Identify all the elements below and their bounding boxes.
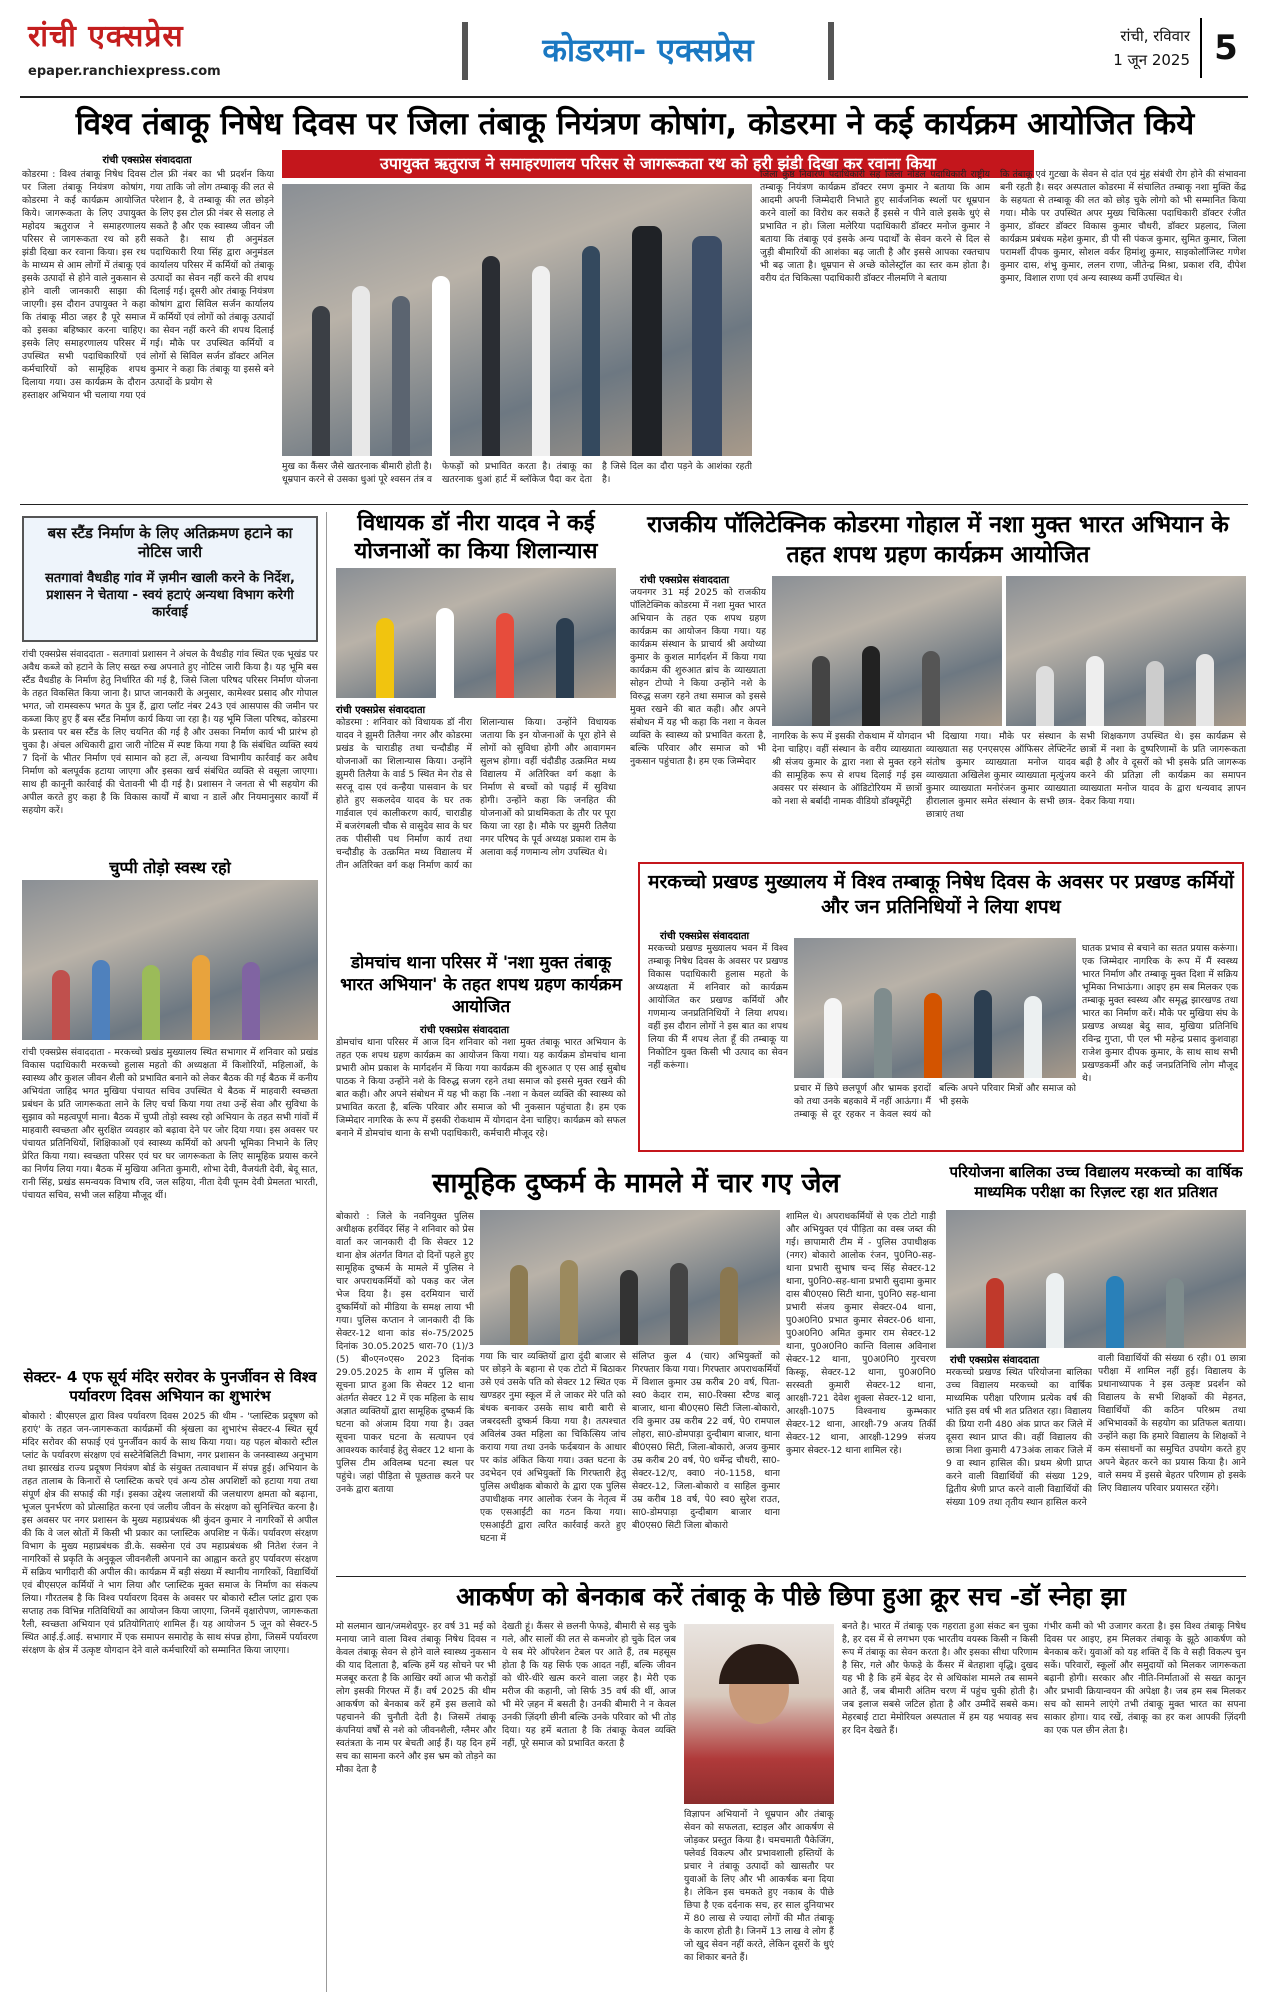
section-title: कोडरमा- एक्सप्रेस [462,22,834,80]
school-col-1: मरकच्चो प्रखण्ड स्थित परियोजना बालिका उच्च विद्यालय मरकच्चो का वार्षिक माध्यमिक परीक्षा परिणाम प्रत्येक वर्ष की भांति इस वर्ष भी शत प्रतिशत रहा। विद्यालय की प्रिया रानी 480 अंक प्राप्त कर जिले में दूसरा स्थान प्राप्त की। वहीं विद्यालय की छात्रा निशा कुमारी 473अंक लाकर जिले में 9 वा स्थान हासिल की। प्रथम श्रेणी प्राप्त करने वाली विद्यार्थियों की संख्या 129, द्वितीय श्रेणी प्राप्त करने वाली विद्यार्थियों की संख्या 109 तथा तृतीय स्थान हासिल करने [946,1367,1092,1508]
chuppi-headline: चुप्पी तोड़ो स्वस्थ रहो [109,858,231,877]
lead-col-1: कोडरमा : विश्व तंबाकू निषेध दिवस पर जिला तंबाकू नियंत्रण कोषांग, कोडरमा ने कई कार्यक्रम आयोजित किये। जागरूकता के लिए उपायुक्त महोदय ऋतुराज ने समाहरणालय परिसर से जागरूकता रथ को हरी झंडी दिखा कर रवाना किया। इस रथ के माध्यम से आम लोगों में तंबाकू एवं इसके उत्पादों से होने वाले नुकसान से होने वाली जानकारी साझा की जाएगी। इस दौरान उपायुक्त ने कहा कि तंबाकू मीठा जहर है पूरे समाज को इसका बहिष्कार करना चाहिए। इसके लिए समाहरणालय परिसर में उपस्थित सभी पदाधिकारियों एवं कर्मचारियों को सामूहिक शपथ दिलाया गया। उस कार्यक्रम के दौरान हस्ताक्षर अभियान भी चलाया गया एवं [22,169,146,401]
sector4-body: बोकारो : बीएसएल द्वारा विश्व पर्यावरण दिवस 2025 की थीम - 'प्लास्टिक प्रदूषण को हराएं' के तहत जन-जागरूकता कार्यक्रमों की श्रृंखला का शुभारंभ सेक्टर-4 स्थित सूर्य मंदिर सरोवर की सफाई एवं पुनर्जीवन कार्य के साथ किया गया। यह पहल बोकारो स्टील प्लांट के पर्यावरण संरक्षण एवं सस्टेनेबिलिटी विभाग, नगर प्रशासन के जनस्वास्थ्य अनुभाग तथा झारखंड राज्य प्रदूषण नियंत्रण बोर्ड के संयुक्त तत्वावधान में संपन्न हुई। अभियान के तहत तालाब के किनारों से प्लास्टिक कचरे एवं अन्य ठोस अपशिष्टों को हटाया गया तथा संपूर्ण क्षेत्र की सफाई की गई। इसका उद्देश्य जलाशयों की जलधारण क्षमता को बढ़ाना, भूजल पुनर्भरण को प्रोत्साहित करना एवं जलीय जीवन के संरक्षण को सुनिश्चित करना है। इस अवसर पर नगर प्रशासन के मुख्य महाप्रबंधक श्री कुंदन कुमार ने नागरिकों से अपील की कि वे जल स्रोतों में किसी भी प्रकार का प्लास्टिक अपशिष्ट न फेंकें। पर्यावरण संरक्षण विभाग के मुख्य महाप्रबंधक डी.के. सक्सेना एवं उप महाप्रबंधक श्री नितेश रंजन ने नागरिकों से प्रकृति के अनुकूल जीवनशैली अपनाने का आह्वान करते हुए पर्यावरण संरक्षण में सक्रिय भागीदारी की अपील की। कार्यक्रम में बड़ी संख्या में स्थानीय नागरिकों, विद्यार्थियों एवं बीएसएल कर्मियों ने भाग लिया और प्लास्टिक मुक्त समाज के निर्माण का संकल्प लिया। गौरतलब है कि विश्व पर्यावरण दिवस के अवसर पर बोकारो स्टील प्लांट द्वारा एक सप्ताह तक विभिन्न गतिविधियों का आयोजन किया जाएगा, जिनमें वृक्षारोपण, जागरूकता रैली, स्वच्छता अभियान एवं प्रतियोगिताएं शामिल हैं। यह आयोजन 5 जून को सेक्टर-5 स्थित आई.ई.आई. सभागार में एक समापन समारोह के साथ संपन्न होगा, जिसमें पर्यावरण संरक्षण के क्षेत्र में उत्कृष्ट योगदान देने वाले कर्मचारियों को सम्मानित किया जाएगा। [22,1411,318,1656]
dr-col-3: विज्ञापन अभियानों ने धूम्रपान और तंबाकू सेवन को सफलता, स्टाइल और आकर्षण से जोड़कर प्रस्तुत किया है। चमचमाती पैकेजिंग, फ्लेवर्ड विकल्प और प्रभावशाली हस्तियों के प्रचार ने तंबाकू उत्पादों को खासतौर पर युवाओं के लिए और भी आकर्षक बना दिया है। लेकिन इस चमकते हुए नकाब के पीछे छिपा है एक दर्दनाक सच, हर साल दुनियाभर में 80 लाख से ज्यादा लोगों की मौत तंबाकू के कारण होती है। जिनमें 13 लाख वे लोग हैं जो खुद सेवन नहीं करते, लेकिन दूसरों के धुएं का शिकार बनते हैं। [684,1809,834,1963]
bottom-rule [336,1576,1246,1577]
polytechnic-col-3: भी दिखाया गया। मौके पर संस्थान के व्याख्याता सह एनएसएस ऑफिसर लेफ्टिनेंट संतोष कुमार व्याख्याता मनोज यादव व्याख्याता अखिलेश कुमार व्याख्याता मृत्युंजय कुमार व्याख्याता मनोरंजन कुमार व्याख्याता हीरालाल कुमार समेत संस्थान के सभी छात्र-छात्राएं तथा [926,731,1076,820]
lead-rule [20,504,1248,505]
polytechnic-col-2: नागरिक के रूप में इसकी रोकथाम में योगदान देना चाहिए। वहीं संस्थान के वरीय व्याख्याता श्री संजय कुमार के द्वारा नशा से मुक्त रहने की सामूहिक रूप से शपथ दिलाई गई इस अवसर पर संस्थान के ऑडिटोरियम में छात्रों को नशा से बर्बादी नामक वीडियो डॉक्यूमेंट्री [772,731,922,807]
dr-headline: आकर्षण को बेनकाब करें तंबाकू के पीछे छिपा हुआ क्रूर सच -डॉ स्नेहा झा [456,1582,1126,1611]
polytechnic-photo-1 [772,576,1002,726]
markacho-byline: रांची एक्सप्रेस संवाददाता [660,931,750,942]
domchanch-body: डोमचांच थाना परिसर में आज दिन शनिवार को नशा मुक्त तंबाकू भारत अभियान के तहत एक शपथ ग्रहण कार्यक्रम का आयोजन किया गया। यह कार्यक्रम डोमचांच थाना प्रभारी ओम प्रकाश के मार्गदर्शन में किया गया कार्यक्रम की शुरुआत ए एस आई सुबोध पाठक ने किया उन्होंने नशे के विरुद्ध सजग रहने तथा समाज को इससे मुक्त रखने की बात कही। और अपने संबोधन में यह भी कहा कि -नशा न केवल व्यक्ति की स्वास्थ्य को प्रभावित करता है, बल्कि परिवार और समाज को भी नुकसान पहुंचाता है। हम एक जिम्मेदार नागरिक के रूप में इसकी रोकथाम में योगदान देना चाहिए। कार्यक्रम को सफल बनाने में डोमचांच थाना के सभी पदाधिकारी, कर्मचारी मौजूद रहे। [336,1037,626,1139]
notice-headline: बस स्टैंड निर्माण के लिए अतिक्रमण हटाने का नोटिस जारी [47,524,293,561]
notice-body: रांची एक्सप्रेस संवाददाता - सतगावां प्रशासन ने अंचल के वैधडीह गांव स्थित एक भूखंड पर अवैध कब्जे को हटाने के लिए सख्त रुख अपनाते हुए नोटिस जारी किया है। यह भूमि बस स्टैंड वैधडीह के निर्माण हेतु निर्धारित की गई है, जिसे जिला परिषद परिसर निर्माण योजना के तहत विकसित किया जाना है। प्राप्त जानकारी के अनुसार, कामेश्वर प्रसाद और गोपाल भगत, जो रामस्वरूप भगत के पुत्र हैं, द्वारा प्लॉट नंबर 243 एवं आसपास की जमीन पर कब्जा किए हुए हैं बस स्टैंड निर्माण कार्य किया जा रहा है। यह भूमि जिला परिषद, कोडरमा के प्रस्ताव पर बस स्टैंड के लिए चयनित की गई है और उसका निर्माण कार्य भी प्रारंभ हो चुका है। अंचल अधिकारी द्वारा जारी नोटिस में स्पष्ट किया गया है कि संबंधित व्यक्ति स्वयं 7 दिनों के भीतर निर्माण एवं सामान को हटा लें, अन्यथा विभागीय कार्रवाई कर अवैध निर्माण को बलपूर्वक हटाया जाएगा और इसका खर्च संबंधित व्यक्ति से वसूला जाएगा। साथ ही कानूनी कार्रवाई की चेतावनी भी दी गई है। प्रशासन ने जनता से भी सहयोग की अपील करते हुए कहा है कि विकास कार्यों में बाधा न डालें और नियमानुसार कार्यों में सहयोग करें। [22,649,318,816]
jail-col-3: संलिप्त कुल 4 (चार) अभियुक्तों को गिरफ्तार किया गया। गिरफ्तार अपराधकर्मियों में विशाल कुमार उम्र करीब 20 वर्ष, पिता- स्व0 केदार राम, सा0-रिक्सा स्टैण्ड बालू बाजार, थाना बी0एस0 सिटी जिला-बोकारो, रवि कुमार उम्र करीब 22 वर्ष, पे0 रामपाल लोहरा, सा0-डोमपाड़ा दुन्दीबाग बाजार, थाना बी0एस0 सिटी, जिला-बोकारो, अजय कुमार उम्र करीब 20 वर्ष, पे0 धर्मेन्द्र चौधरी, सा0-सेक्टर-12/ए, क्वा0 नं0-1158, थाना सेक्टर-12, जिला-बोकारो व साहिल कुमार उम्र करीब 18 वर्ष, पे0 स्व0 सुरेश राउत, सा0-डोमपाड़ा दुन्दीबाग बाजार थाना बी0एस0 सिटी जिला बोकारो [632,1351,780,1531]
polytechnic-byline: रांची एक्सप्रेस संवाददाता [640,575,730,586]
school-col-2: वाली विद्यार्थियों की संख्या 6 रही। 01 छात्रा परीक्षा में शामिल नहीं हुई। विद्यालय के प्रधानाध्यापक ने इस उत्कृष्ट प्रदर्शन को विद्यालय के सभी शिक्षकों की मेहनत, विद्यार्थियों की कठिन परिश्रम तथा अभिभावकों के सहयोग का प्रतिफल बताया। उन्होंने कहा कि हमारे विद्यालय के शिक्षकों ने कम संसाधनों का समुचित उपयोग करते हुए अपने बेहतर करने का प्रयास किया है। आने वाले समय में इससे बेहतर परिणाम हो इसके लिए विद्यालय परिवार प्रयासरत रहेंगे। [1098,1353,1246,1494]
masthead-rule [20,96,1248,98]
dateline [1070,24,1190,72]
masthead-logo: रांची एक्सप्रेस [28,19,184,54]
notice-deck: सतगावां वैधडीह गांव में ज़मीन खाली करने के निर्देश, प्रशासन ने चेताया - स्वयं हटाएं अन्यथा विभाग करेगी कार्रवाई [45,571,295,620]
lead-col-2: टोल फ्री नंबर का भी प्रदर्शन किया गया ताकि जो लोग तम्बाकू की लत से परेशान है, वे तम्बाकू की लत छोड़ने के लिए इस टोल फ्री नंबर से सलाह ले सकते है और एक स्वास्थ्य जीवन जी सकते है। साथ ही अनुमंडल पदाधिकारी रिया सिंह द्वारा अनुमंडल कार्यालय परिसर में कर्मियों को तंबाकू उत्पादों का सेवन नहीं करने की शपथ दिलाई गई। दूसरी ओर तंबाकू नियंत्रण कोषांग द्वारा सिविल सर्जन कार्यालय में कर्मियों एवं लोगों को तंबाकू उत्पादों का सेवन नहीं करने की शपथ दिलाई गई। मौके पर उपस्थित कर्मियों व लोगों से सिविल सर्जन डॉक्टर अनिल कुमार ने कहा कि तंबाकू या इससे बने उत्पादों के प्रयोग से [150,169,274,388]
dr-col-2: देखती हूं। कैंसर से छलनी फेफड़े, बीमारी से सड़ चुके गले, और सालों की लत से कमजोर हो चुके दिल जब ये सब मेरे ऑपरेशन टेबल पर आते हैं, तब महसूस होता है कि यह सिर्फ एक आदत नहीं, बल्कि जीवन को धीरे-धीरे खत्म करने वाला जहर है। मेरी एक मरीज की कहानी, जो सिर्फ 35 वर्ष की थीं, आज भी मेरे ज़हन में बसती है। उनकी बीमारी ने न केवल उनकी ज़िंदगी छीनी बल्कि उनके परिवार को भी तोड़ दिया। यह हमें बताता है कि तंबाकू केवल व्यक्ति नहीं, पूरे समाज को प्रभावित करता है [502,1621,676,1749]
dr-portrait [684,1624,834,1804]
polytechnic-col-1: जयनगर 31 मई 2025 को राजकीय पॉलिटेक्निक कोडरमा में नशा मुक्त भारत अभियान के तहत एक शपथ ग्रहण कार्यक्रम का आयोजन किया गया। यह कार्यक्रम संस्थान के प्राचार्य श्री अयोध्या कुमार के कुशल मार्गदर्शन में किया गया कार्यक्रम की शुरुआत ब्रांच के व्याख्याता सोहन टोप्पो ने किया उन्होंने नशे के विरुद्ध सजग रहने तथा समाज को इससे मुक्त रखने की बात कही। और अपने संबोधन में यह भी कहा कि नशा न केवल व्यक्ति के स्वास्थ्य को प्रभावित करता है, बल्कि परिवार और समाज को भी नुकसान पहुंचाता है। हम एक जिम्मेदार [630,587,766,767]
lead-col-5: कि तंबाकू एवं गुटखा के सेवन से दांत एवं मुंह संबंधी रोग होने की संभावना बनी रहती है। सदर अस्पताल कोडरमा में संचालित तम्बाकू नशा मुक्ति केंद्र के सहयता से तम्बाकू की लत को छोड़ चुके लोगो को भी सम्मानित किया गया। मौके पर उपस्थित अपर मुख्य चिकित्सा पदाधिकारी डॉक्टर रंजीत कुमार, डॉक्टर डॉक्टर विकास कुमार चौधरी, डॉक्टर प्रहलाद, जिला कार्यक्रम प्रबंधक महेश कुमार, डी पी सी पंकज कुमार, सुमित कुमार, जिला परामर्शी दीपक कुमार, सोशल वर्कर हिमांशु कुमार, साइकोलॉजिस्ट गणेश कुमार दास, शंभु कुमार, ललन राणा, जीतेन्द्र मिश्रा, प्रकाश रवि, दीपेश कुमार, विशाल राणा एवं अन्य स्वास्थ्य कर्मी उपस्थित थे। [1000,169,1246,284]
chuppi-body: रांची एक्सप्रेस संवाददाता - मरकच्चो प्रखंड मुख्यालय स्थित सभागार में शनिवार को प्रखंड विकास पदाधिकारी मरकच्चो हुलास महतो की अध्यक्षता में किशोरियों, महिलाओं, के स्वास्थ्य और कुशल जीवन शैली को प्रभावित बनाने को लेकर बैठक की गई बैठक में कनीय अभियंता जाहिद भगत मुखिया पंचायत सचिव उपस्थित थे बैठक में माहवारी स्वच्छता प्रबंधन के प्रति जागरूकता लाने के लिए चर्चा किया गया तथा उन्हें सेवा और सुविधा के सुझाव को महत्वपूर्ण माना। बैठक में चुप्पी तोड़ो स्वस्थ रहो अभियान के तहत सभी गांवों में माहवारी स्वच्छता और सुरक्षित व्यवहार को बढ़ावा देने पर जोर दिया गया। इस अवसर पर पंचायत प्रतिनिधियों, शिक्षिकाओं एवं स्वास्थ्य कर्मियों को अपनी भूमिका निभाने के लिए प्रेरित किया गया। स्वच्छता परिसर एवं घर घर जागरूकता के लिए सामूहिक प्रयास करने का निर्णय लिया गया। बैठक में मुखिया अनिता कुमारी, शोभा देवी, वैजयंती देवी, बेदू सात, रानी सिंह, प्रखंड समन्वयक विभाष रवि, जल सहिया, नीता देवी पूनम देवी प्रेमलता भारती, पंचायत सचिव, सभी जल सहिया मौजूद थीं। [22,1047,318,1201]
chuppi-photo-meeting [22,880,318,1040]
lead-headline: विश्व तंबाकू निषेध दिवस पर जिला तंबाकू नियंत्रण कोषांग, कोडरमा ने कई कार्यक्रम आयोजित किये [75,106,1195,142]
jail-col-2: गया कि चार व्यक्तियों द्वारा दुंदी बाजार से पर छोड़ने के बहाना से एक टोटो में बिठाकर उसे एवं उसके पति को सेक्टर 12 स्थित एक खण्डहर नुमा स्कूल में ले जाकर मेरे पति को बंधक बनाकर उसके साथ बारी बारी से जबरदस्ती दुष्कर्म किया गया है। तत्पश्चात अविलंब उक्त महिला का चिकित्सिय जांच कराया गया तथा उनके फर्दबयान के आधार पर कांड अंकित किया गया। उक्त घटना के उदभेदन एवं अभियुक्तों कि गिरफ्तारी हेतु पुलिस अधीक्षक बोकारो के द्वारा एक पुलिस उपाधीक्षक नगर आलोक रंजन के नेतृत्व में एक एसआईटी का गठन किया गया। एसआईटी द्वारा त्वरित कार्रवाई करते हुए घटना में [480,1351,626,1544]
domchanch-headline: डोमचांच थाना परिसर में 'नशा मुक्त तंबाकू भारत अभियान' के तहत शपथ ग्रहण कार्यक्रम आयोजित [340,953,622,1017]
epaper-url[interactable]: epaper.ranchiexpress.com [28,64,221,79]
lead-subhead-bar: उपायुक्त ऋतुराज ने समाहरणालय परिसर से जागरूकता रथ को हरी झंडी दिखा कर रवाना किया [282,150,1034,178]
polytechnic-col-4: सभी शिक्षकगण उपस्थित थे। इस कार्यक्रम से छात्रों में नशा के दुष्परिणामों के प्रति जागरूकता बढ़ी है और वे दूसरों को भी इसके प्रति जागरूक करने की प्रतिज्ञा ली कार्यक्रम का समापन व्याख्याता मनोज यादव के द्वारा धन्यवाद ज्ञापन देकर किया गया। [1080,731,1246,807]
dr-col-5: गंभीर कमी को भी उजागर करता है। इस विश्व तंबाकू निषेध दिवस पर आइए, हम मिलकर तंबाकू के झूठे आकर्षण को बेनकाब करें। युवाओं को यह शक्ति दें कि वे सही विकल्प चुन सकें। परिवारों, स्कूलों और समुदायों को मिलकर जागरूकता बढ़ानी होगी। सरकार और नीति-निर्माताओं से सख्त कानून और प्रभावी क्रियान्वयन की अपेक्षा है। जब हम सब मिलकर सच को सामने लाएंगे तभी तंबाकू मुक्त भारत का सपना साकार होगा। याद रखें, तंबाकू का हर कश आपकी ज़िंदगी का एक पल छीन लेता है। [1044,1621,1246,1736]
markacho-col-3: घातक प्रभाव से बचाने का सतत प्रयास करूंगा। एक जिम्मेदार नागरिक के रूप में मैं स्वस्थ्य भारत निर्माण और तम्बाकू मुक्त दिशा में सक्रिय भूमिका निभाऊंगा। आइए हम सब मिलकर एक तम्बाकू मुक्त स्वस्थ्य और समृद्ध झारखण्ड तथा भारत का निर्माण करें। मौके पर मुखिया संघ के प्रखण्ड अध्यक्ष बेदु साव, मुखिया प्रतिनिधि रविन्द्र गुप्ता, पी एल भी महेन्द्र प्रसाद कुशवाहा राजेश कुमार दीपक कुमार, के साथ साथ सभी प्रखण्डकर्मी और कई जनप्रतिनिधि लोग मौजूद थे। [1082,943,1238,1084]
vidhayak-body: कोडरमा : शनिवार को विधायक डॉ नीरा यादव ने झुमरी तिलैया नगर और कोडरमा प्रखंड के चाराडीह तथा चन्दौडीह में योजनाओं का शिलान्यास किया। उन्होंने झुमरी तिलैया के वार्ड 5 स्थित मेन रोड से सरजू दास एवं कन्हैया पासवान के घर होते हुए सकलदेव यादव के घर तक गार्डवाल एवं कालीकरण कार्य, चाराडीह में बजरंगबली चौक से वासुदेव साव के घर तक पीसीसी पथ निर्माण कार्य तथा चन्दौडीह के उत्क्रमित मध्य विद्यालय में तीन अतिरिक्त वर्ग कक्ष निर्माण कार्य का शिलान्यास किया। उन्होंने विधायक जताया कि इन योजनाओं के पूरा होने से लोगों को सुविधा होगी और आवागमन सुलभ होगा। वहीं चंदौडीह उत्क्रमित मध्य विद्यालय में अतिरिक्त वर्ग कक्षा के निर्माण से बच्चों को पढ़ाई में सुविधा होगी। उन्होंने कहा कि जनहित की योजनाओं को प्राथमिकता के तौर पर पूरा किया जा रहा है। मौके पर झुमरी तिलैया नगर परिषद के पूर्व अध्यक्ष प्रकाश राम के अलावा कई गणमान्य लोग उपस्थित थे। [336,717,616,871]
lead-byline: रांची एक्सप्रेस संवाददाता [102,155,192,166]
vidhayak-photo [336,568,616,698]
jail-col-4: शामिल थे। अपराधकर्मियों से एक टोटो गाड़ी और अभियुक्त एवं पीड़िता का वस्त्र जब्त की गई। छापामारी टीम में - पुलिस उपाधीक्षक (नगर) बोकारो आलोक रंजन, पु0नि0-सह-थाना प्रभारी सुभाष चन्द सिंह सेक्टर-12 थाना, पु0नि0-सह-थाना प्रभारी सुदामा कुमार दास बी0एस0 सिटी थाना, पु0नि0 सह-थाना प्रभारी संजय कुमार सेक्टर-04 थाना, पु0अ0नि0 प्रभात कुमार सेक्टर-06 थाना, पु0अ0नि0 अमित कुमार राम सेक्टर-12 थाना, पु0अ0नि0 कान्ति विलास अविनाश सेक्टर-12 थाना, पु0अ0नि0 गुरचरण किस्कू, सेक्टर-12 थाना, पु0अ0नि0 सरस्वती कुमारी सेक्टर-12 थाना, आरक्षी-721 देवेश शुक्ला सेक्टर-12 थाना, आरक्षी-1075 विश्वनाथ कुम्भकार सेक्टर-12 थाना, आरक्षी-79 अजय तिर्की सेक्टर-12 थाना, आरक्षी-1299 संजय कुमार सेक्टर-12 थाना शामिल रहे। [786,1211,936,1456]
jail-headline: सामूहिक दुष्कर्म के मामले में चार गए जेल [432,1168,840,1199]
notice-headline-box [22,516,318,642]
lead-col-3: मुख का कैंसर जैसे खतरनाक बीमारी होती है। धूम्रपान करने से उसका धुआं पूरे श्वसन तंत्र व फेफड़ों को प्रभावित करता है। तंबाकू का खतरनाक धुआं हार्ट में ब्लॉकेज पैदा कर देता है जिसे दिल का दौरा पड़ने के आशंका रहती है। [282,461,752,485]
jail-photo-police [480,1210,780,1345]
column-divider [326,512,327,1992]
dr-col-4: बनते है। भारत में तंबाकू एक गहराता हुआ संकट बन चुका है, हर दस में से लगभग एक भारतीय वयस्क किसी न किसी रूप में तंबाकू का सेवन करता है। और इसका सीधा परिणाम है सिर, गले और फेफड़े के कैंसर में बेतहाशा वृद्धि। दुखद यह भी है कि हमें बेहद देर से अधिकांश मामले तब सामने आते हैं, जब बीमारी अंतिम चरण में पहुंच चुकी होती है। जब इलाज सबसे जटिल होता है और उम्मीदें सबसे कम। मेहरबाई टाटा मेमोरियल अस्पताल में हम यह भयावह सच हर दिन देखते हैं। [842,1621,1038,1736]
lead-col-4: जिला कुष्ठ निवारण पदाधिकारी सह जिला नोडल पदाधिकारी राष्ट्रीय तम्बाकू नियंत्रण कार्यक्रम डॉक्टर रमण कुमार ने बताया कि आम आदमी अपनी जिम्मेदारी निभाते हुए सार्वजनिक स्थलों पर धूम्रपान करने वालों का विरोध कर सकते हैं इससे न पीने वाले इसके धुएं से प्रभावित न हो। जिला मलेरिया पदाधिकारी डॉक्टर मनोज कुमार ने बताया कि तंबाकू एवं इसके अन्य पदार्थों के सेवन करने से दिल से जुड़ी बीमारियों की आशंका बढ़ जाती है और इससे आपका रक्तचाप भी बढ़ जाता है। धूम्रपान से अच्छे कोलेस्ट्रॉल का स्तर कम होता है। वरीय दंत चिकित्सा पदाधिकारी डॉक्टर नीलमणि ने बताया [760,169,990,284]
page-number: 5 [1200,18,1250,78]
vidhayak-headline: विधायक डॉ नीरा यादव ने कई योजनाओं का किया शिलान्यास [354,511,598,564]
markacho-box [638,862,1244,1152]
lead-photo-oath [282,184,752,456]
domchanch-byline: रांची एक्सप्रेस संवाददाता [420,1025,510,1036]
school-photo [946,1210,1246,1348]
markacho-col-1: मरकच्चो प्रखण्ड मुख्यालय भवन में विश्व तम्बाकू निषेध दिवस के अवसर पर प्रखण्ड विकास पदाधिकारी हुलास महतो के अध्यक्षता में शनिवार को कार्यक्रम आयोजित कर प्रखण्ड कर्मियों और गणमान्य जनप्रतिनिधियों ने लिया शपथ। वहीं इस दौरान लोगों ने इस बात का शपथ लिया की मैं शपथ लेता हूँ की तम्बाकू या निकोटिन युक्त किसी भी उत्पाद का सेवन नहीं करूंगा। [648,943,788,1071]
issue-date: 1 जून 2025 [1113,51,1190,69]
school-byline: रांची एक्सप्रेस संवाददाता [950,1355,1040,1366]
jail-col-1: बोकारो : जिले के नवनियुक्त पुलिस अधीक्षक हरविंदर सिंह ने शनिवार को प्रेस वार्ता कर जानकारी दी कि सेक्टर 12 थाना क्षेत्र अंतर्गत विगत दो दिनों पहले हुए सामूहिक दुष्कर्म के मामले में पुलिस ने चार अपराधकर्मियों को पकड़ कर जेल भेज दिया है। इस दरमियान चारों दुष्कर्मियों को मीडिया के समक्ष लाया भी गया। पुलिस कप्तान ने जानकारी दी कि सेक्टर-12 थाना कांड सं०-75/2025 दिनांक 30.05.2025 धारा-70 (1)/3 (5) बी०एन०एस० 2023 दिनांक 29.05.2025 के शाम में पुलिस को सूचना प्राप्त हुआ कि सेक्टर 12 थाना अंतर्गत सेक्टर 12 में एक महिला के साथ अज्ञात व्यक्तियों द्वारा सामूहिक दुष्कर्म कि घटना को अंजाम दिया गया है। उक्त सूचना पाकर घटना के सत्यापन एवं आवश्यक कार्रवाई हेतु सेक्टर 12 थाना के पुलिस टीम अविलम्ब घटना स्थल पर पहुंचे। जहां पीड़िता से पूछताछ करने पर उनके द्वारा बताया [336,1211,474,1495]
sector4-headline: सेक्टर- 4 एफ सूर्य मंदिर सरोवर के पुनर्जीवन से विश्व पर्यावरण दिवस अभियान का शुभारंभ [23,1368,317,1405]
markacho-col-2: प्रचार में छिपे छलपूर्ण और भ्रामक इरादों को तथा उनके बहकावे में नहीं आऊंगा। मैं तम्बाकू से दूर रहकर न केवल स्वयं को बल्कि अपने परिवार मित्रों और समाज को भी इसके [794,1083,1076,1120]
polytechnic-photo-2 [1006,576,1246,726]
polytechnic-headline: राजकीय पॉलिटेक्निक कोडरमा गोहाल में नशा मुक्त भारत अभियान के तहत शपथ ग्रहण कार्यक्रम आयोजित [647,512,1229,568]
vidhayak-byline: रांची एक्सप्रेस संवाददाता [336,705,426,716]
school-headline: परियोजना बालिका उच्च विद्यालय मरकच्चो का वार्षिक माध्यमिक परीक्षा का रिज़ल्ट रहा शत प्रतिशत [949,1163,1243,1201]
markacho-photo [794,938,1076,1078]
city-day: रांची, रविवार [1120,27,1190,45]
markacho-headline: मरकच्चो प्रखण्ड मुख्यालय में विश्व तम्बाकू निषेध दिवस के अवसर पर प्रखण्ड कर्मियों और जन प्रतिनिधियों ने लिया शपथ [648,871,1234,918]
dr-col-1: मो सलमान खान/जमशेदपुर- हर वर्ष 31 मई को मनाया जाने वाला विश्व तंबाकू निषेध दिवस न केवल तंबाकू सेवन से होने वाले स्वास्थ्य नुकसान की याद दिलाता है, बल्कि हमें यह सोचने पर भी मजबूर करता है कि आखिर क्यों आज भी करोड़ों लोग इसकी गिरफ्त में हैं। वर्ष 2025 की थीम आकर्षण को बेनकाब करें हमें इस छलावे को पहचानने की चुनौती देती है। जिसमें तंबाकू कंपनियां वर्षों से नशे को जीवनशैली, ग्लैमर और स्वतंत्रता के नाम पर बेचती आई हैं। यह दिन हमें सच का सामना करने और इस भ्रम को तोड़ने का मौका देता है [336,1621,496,1775]
